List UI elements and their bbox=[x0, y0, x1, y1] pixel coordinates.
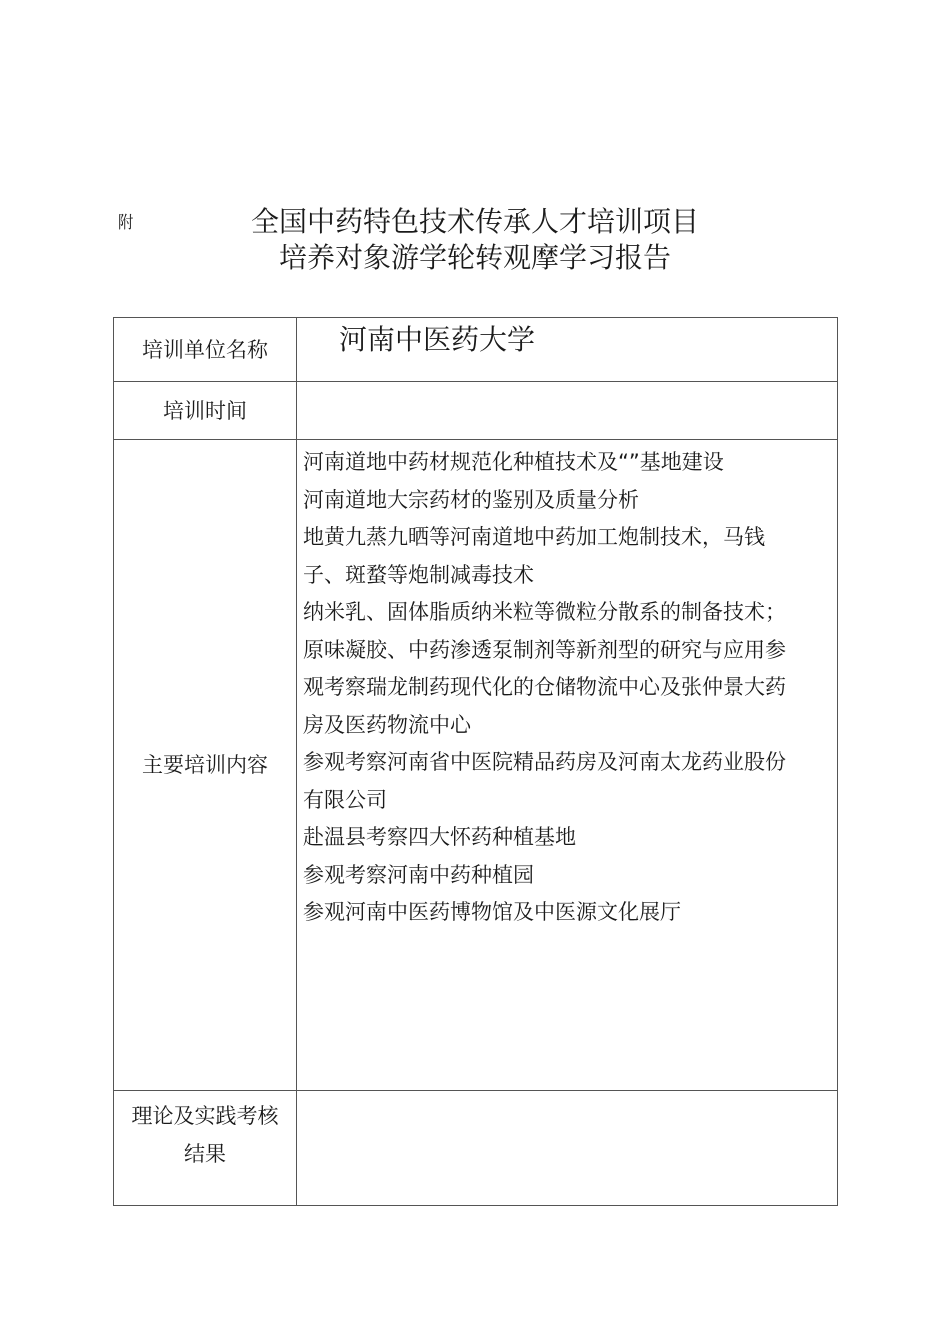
document-title-line-1: 全国中药特色技术传承人才培训项目 bbox=[250, 205, 699, 238]
unit-label: 培训单位名称 bbox=[114, 318, 297, 382]
result-label bbox=[114, 1091, 297, 1206]
table-row-time bbox=[114, 382, 838, 440]
content-item: 参观考察河南中药种植园 bbox=[303, 862, 534, 887]
time-value bbox=[297, 382, 838, 440]
content-item: 参观河南中医药博物馆及中医源文化展厅 bbox=[303, 900, 681, 924]
content-item: 原味凝胶、中药渗透泵制剂等新剂型的研究与应用参 bbox=[303, 637, 786, 662]
content-item: 纳米乳、固体脂质纳米粒等微粒分散系的制备技术； bbox=[303, 600, 786, 624]
content-item: 房及医药物流中心 bbox=[303, 712, 471, 737]
table-row-result bbox=[114, 1091, 838, 1206]
content-item: 赴温县考察四大怀药种植基地 bbox=[303, 825, 576, 849]
content-item: 参观考察河南省中医院精品药房及河南太龙药业股份 bbox=[303, 750, 786, 774]
content-item: 地黄九蒸九晒等河南道地中药加工炮制技术，马钱 bbox=[303, 525, 765, 549]
result-label-line-1: 理论及实践考核 bbox=[131, 1104, 279, 1128]
content-item: 观考察瑞龙制药现代化的仓储物流中心及张仲景大药 bbox=[303, 675, 786, 699]
report-table bbox=[113, 317, 838, 1206]
attachment-label: 附 bbox=[118, 213, 133, 233]
time-label: 培训时间 bbox=[114, 382, 297, 440]
table-row-unit bbox=[114, 318, 838, 382]
content-list bbox=[303, 444, 829, 932]
content-label: 主要培训内容 bbox=[114, 440, 297, 1091]
content-item: 河南道地中药材规范化种植技术及“”基地建设 bbox=[303, 450, 724, 474]
result-label-line-2: 结果 bbox=[184, 1142, 226, 1166]
unit-value-cell bbox=[297, 318, 838, 382]
content-value-cell bbox=[297, 440, 838, 1091]
result-value bbox=[297, 1091, 838, 1206]
table-row-content bbox=[114, 440, 838, 1091]
content-item: 有限公司 bbox=[303, 787, 387, 812]
document-title-line-2: 培养对象游学轮转观摩学习报告 bbox=[278, 241, 671, 274]
content-item: 子、斑蝥等炮制减毒技术 bbox=[303, 562, 534, 587]
content-item: 河南道地大宗药材的鉴别及质量分析 bbox=[303, 487, 639, 512]
unit-value: 河南中医药大学 bbox=[339, 323, 536, 356]
